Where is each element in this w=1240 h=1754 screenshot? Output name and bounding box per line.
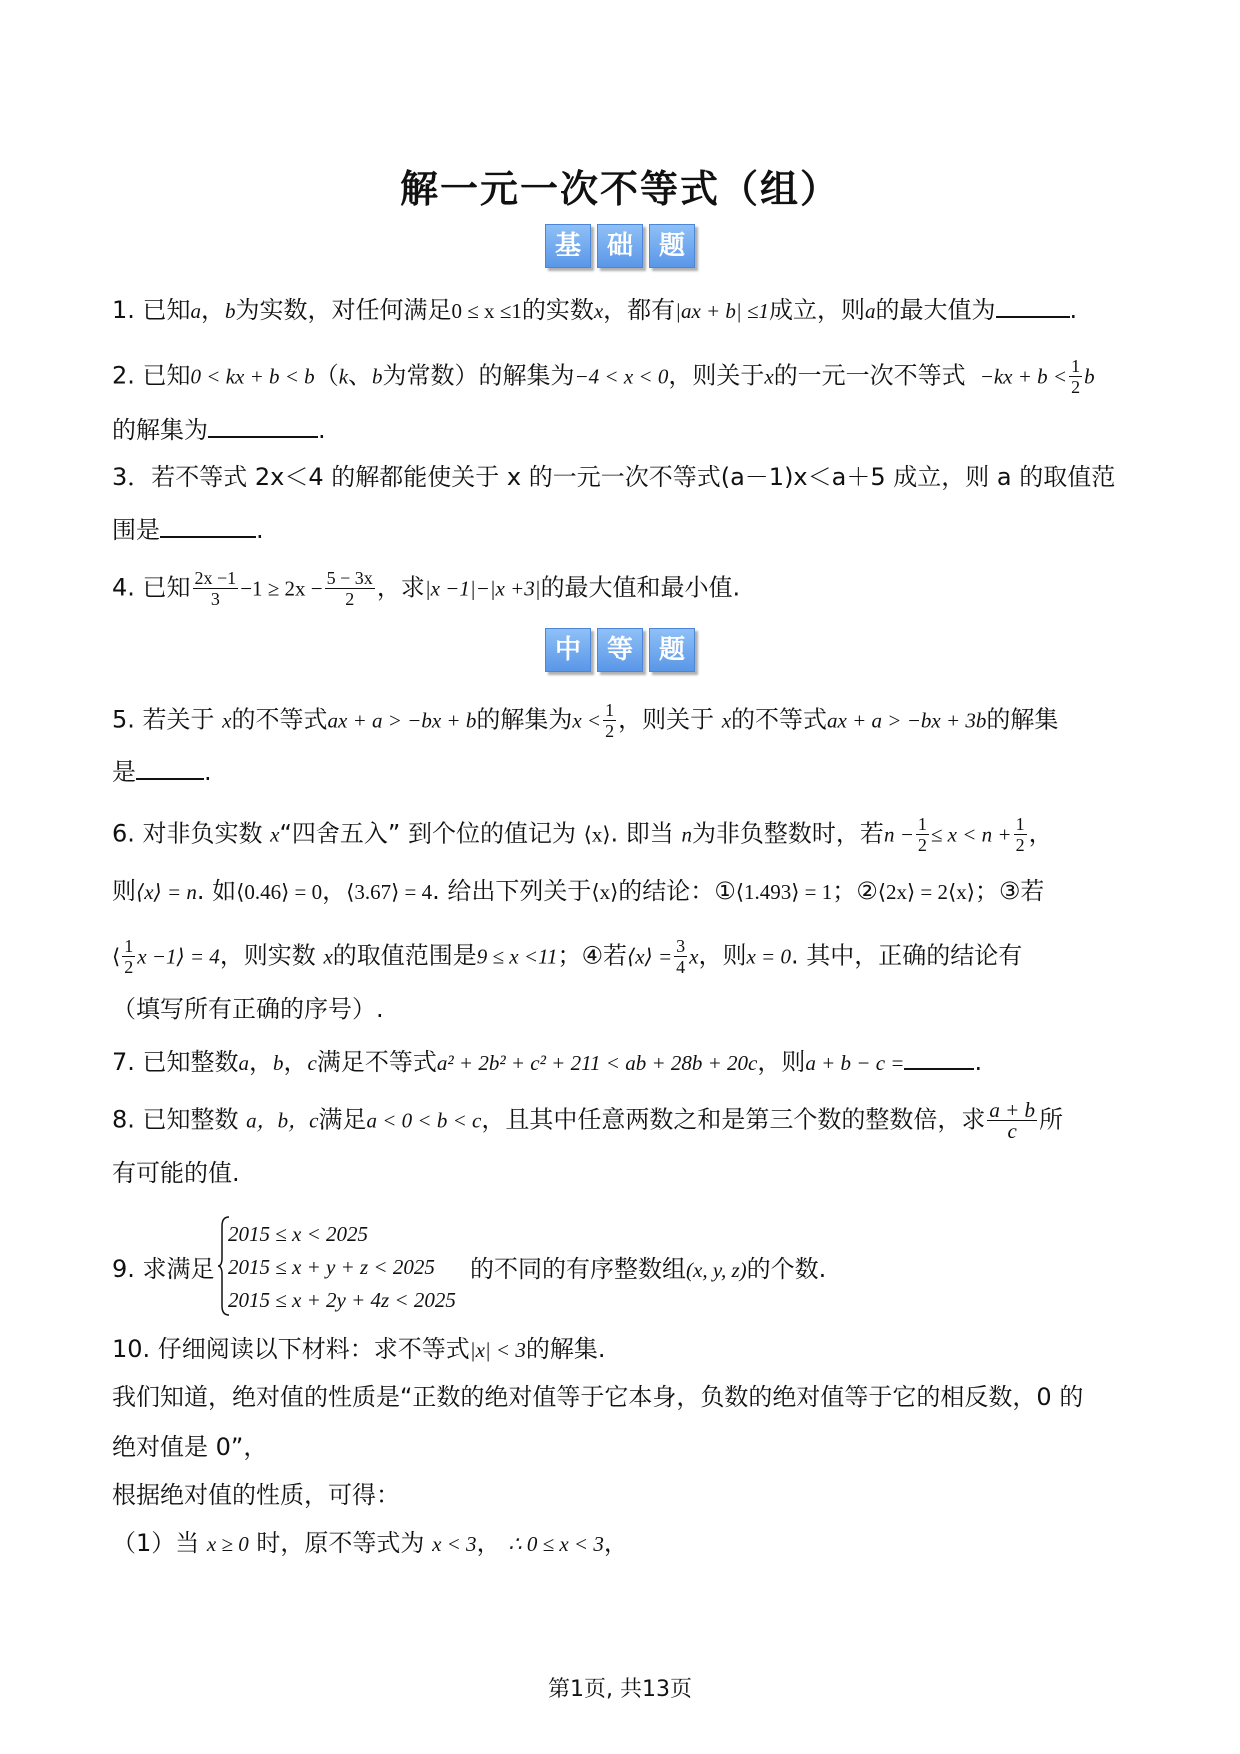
q6-text: ；② <box>832 877 878 905</box>
question-8-line-2 <box>112 1158 1132 1188</box>
question-10-paragraph-3 <box>112 1480 1132 1510</box>
denominator: 2 <box>917 835 927 855</box>
numerator: 2x −1 <box>194 568 237 588</box>
q1-math: |ax + b| ≤1 <box>675 299 769 323</box>
q1-math: a <box>865 299 876 323</box>
question-10-step-1 <box>112 1528 1132 1559</box>
q5-math: x <box>222 708 232 733</box>
q10-text: 10. 仔细阅读以下材料：求不等式 <box>112 1335 470 1363</box>
q10-text: 绝对值是 0”， <box>112 1433 268 1461</box>
system-row: 2015 ≤ x < 2025 <box>228 1222 369 1246</box>
fraction <box>674 936 687 977</box>
q7-text: ， <box>283 1048 308 1076</box>
q1-math: 0 ≤ x ≤1 <box>451 299 522 323</box>
q6-math: ⟨x⟩ <box>583 822 611 847</box>
q2-text: 为常数）的解集为 <box>382 361 575 390</box>
q5-text: 5. 若关于 <box>112 705 215 734</box>
q6-math: n − <box>883 822 914 847</box>
page-footer: 第1页, 共13页 <box>548 1677 692 1702</box>
fraction <box>987 1100 1037 1141</box>
q7-math: b <box>273 1051 284 1075</box>
q6-math: x <box>689 944 699 969</box>
q7-math: a <box>238 1051 250 1075</box>
q6-math: ⟨ <box>112 944 121 969</box>
q6-math: ⟨x⟩ <box>591 880 619 904</box>
question-6-line-3 <box>112 936 1132 977</box>
q8-text: 8. 已知整数 <box>112 1105 239 1134</box>
denominator: 2 <box>1015 835 1025 855</box>
fraction <box>603 700 616 741</box>
q2-text: ，则关于 <box>668 361 765 390</box>
fraction <box>1014 814 1027 855</box>
fraction <box>193 568 239 609</box>
q2-text: 、 <box>348 361 373 390</box>
q6-math: ≤ x < n + <box>930 822 1012 847</box>
q10-text: ， <box>603 1529 628 1557</box>
q1-math: b <box>225 299 236 323</box>
question-8 <box>112 1100 1132 1141</box>
q4-text: ，求 <box>376 573 425 602</box>
badge-char: 题 <box>649 628 695 672</box>
fraction <box>1069 356 1082 397</box>
q2-math: b <box>372 364 383 389</box>
q5-math: ax + a > −bx + 3b <box>827 708 987 733</box>
q10-text: 根据绝对值的性质，可得： <box>112 1481 400 1509</box>
denominator: c <box>1007 1119 1017 1143</box>
q6-math: x <box>323 944 333 969</box>
q3-text: 围是 <box>112 516 160 544</box>
q1-text: . <box>1069 296 1078 324</box>
q1-text: ，都有 <box>603 296 676 324</box>
question-10-paragraph-2 <box>112 1432 1132 1462</box>
q2-text: . <box>318 416 326 444</box>
inequality-system <box>228 1218 456 1317</box>
section-badge-basic <box>0 224 1240 268</box>
q6-math: ⟨1.493⟩ = 1 <box>735 880 833 904</box>
denominator: 2 <box>1071 377 1081 397</box>
fraction <box>325 568 375 609</box>
q8-text: 所 <box>1039 1105 1064 1134</box>
q3-text: . <box>256 516 264 544</box>
q1-text: 为实数，对任何满足 <box>235 296 452 324</box>
q10-math: ∴ 0 ≤ x < 3 <box>508 1532 604 1556</box>
q1-text: 的实数 <box>521 296 594 324</box>
q6-math: ⟨3.67⟩ = 4 <box>346 880 433 904</box>
badge-char: 题 <box>649 224 695 268</box>
q5-text: 的不等式 <box>731 705 828 734</box>
q5-math: x < <box>572 708 602 733</box>
q5-text: ，则关于 <box>618 705 715 734</box>
q6-text: ；④若 <box>557 941 628 970</box>
q6-text: “四舍五入” 到个位的值记为 <box>279 819 576 848</box>
q2-math: −4 < x < 0 <box>574 364 669 389</box>
q7-math: a + b − c = <box>805 1051 905 1075</box>
answer-blank[interactable] <box>904 1046 974 1070</box>
q6-text: （填写所有正确的序号）. <box>112 995 384 1023</box>
badge-char: 础 <box>597 224 643 268</box>
answer-blank[interactable] <box>160 514 256 538</box>
badge-char: 等 <box>597 628 643 672</box>
q6-text: . 即当 <box>610 819 674 848</box>
numerator: 3 <box>676 936 686 956</box>
q1-math: x <box>593 299 604 323</box>
numerator: 1 <box>1071 356 1081 376</box>
q5-math: ax + a > −bx + b <box>327 708 477 733</box>
q10-math: x ≥ 0 <box>206 1532 249 1556</box>
question-3 <box>112 462 1132 492</box>
q6-text: . 如 <box>196 877 237 905</box>
q6-math: ⟨x⟩ = n <box>136 880 197 904</box>
question-4 <box>112 568 1132 609</box>
q8-math: a < 0 < b < c <box>366 1108 482 1133</box>
q6-text: ，则 <box>698 941 747 970</box>
q6-math: ⟨2x⟩ = 2⟨x⟩ <box>877 880 975 904</box>
q9-text: 的个数. <box>746 1255 827 1283</box>
q8-math: a，b，c <box>246 1108 319 1133</box>
q7-math: a² + 2b² + c² + 211 < ab + 28b + 20c <box>436 1051 758 1075</box>
question-5-line-2 <box>112 756 1132 787</box>
q6-math: ⟨0.46⟩ = 0 <box>236 880 323 904</box>
question-10-paragraph-1 <box>112 1382 1132 1412</box>
q5-text: 是 <box>112 758 136 786</box>
q4-math: |x −1|−|x +3| <box>424 576 541 601</box>
denominator: 2 <box>345 589 355 609</box>
q4-math: −1 ≥ 2x − <box>240 576 323 601</box>
q6-text: 6. 对非负实数 <box>112 819 263 848</box>
q2-text: 的一元一次不等式 <box>773 361 966 390</box>
fraction <box>122 936 135 977</box>
q2-math: k <box>338 364 349 389</box>
q8-text: 有可能的值. <box>112 1159 240 1187</box>
q6-text: ，则实数 <box>219 941 316 970</box>
numerator: 1 <box>124 936 134 956</box>
q1-math: a <box>190 299 202 323</box>
q6-math: x −1⟩ = 4 <box>137 944 220 969</box>
q1-text: 1. 已知 <box>112 296 191 324</box>
q6-text: 的取值范围是 <box>332 941 477 970</box>
q6-math: n <box>681 822 692 847</box>
question-9-tail <box>470 1254 1110 1285</box>
q5-text: 的解集 <box>986 705 1059 734</box>
q6-text: ， <box>1028 819 1053 848</box>
denominator: 2 <box>124 957 134 977</box>
q2-text: 的解集为 <box>112 416 208 444</box>
q7-math: c <box>307 1051 317 1075</box>
q10-text: 我们知道，绝对值的性质是“正数的绝对值等于它本身，负数的绝对值等于它的相反数，0 的 <box>112 1383 1084 1411</box>
q10-text: ， <box>476 1529 501 1557</box>
question-10 <box>112 1334 1132 1365</box>
question-7 <box>112 1046 1132 1078</box>
q9-text: 9. 求满足 <box>112 1255 215 1283</box>
answer-blank[interactable] <box>996 294 1070 318</box>
q7-text: ，则 <box>757 1048 806 1076</box>
q2-math: b <box>1084 364 1095 389</box>
badge-char: 中 <box>545 628 591 672</box>
numerator: 1 <box>1015 814 1025 834</box>
q6-text: 的结论：① <box>618 877 736 905</box>
badge-char: 基 <box>545 224 591 268</box>
q4-text: 4. 已知 <box>112 573 191 602</box>
q6-math: 9 ≤ x <11 <box>476 944 558 969</box>
q6-text: 为非负整数时，若 <box>691 819 884 848</box>
q10-math: |x| < 3 <box>469 1338 526 1362</box>
q2-text: 2. 已知 <box>112 361 191 390</box>
q10-text: （1）当 <box>112 1529 200 1557</box>
question-5 <box>112 700 1132 741</box>
q6-math: ⟨x⟩ = <box>627 944 673 969</box>
q5-text: 的不等式 <box>231 705 328 734</box>
q8-text: 满足 <box>318 1105 367 1134</box>
q2-math: −kx + b < <box>979 364 1068 389</box>
q6-math: x <box>270 822 280 847</box>
numerator: a + b <box>989 1098 1036 1122</box>
q10-text: 时，原不等式为 <box>256 1529 425 1557</box>
q6-text: ， <box>322 877 347 905</box>
denominator: 2 <box>605 721 615 741</box>
numerator: 1 <box>917 814 927 834</box>
q4-text: 的最大值和最小值. <box>540 573 741 602</box>
answer-blank[interactable] <box>208 414 318 438</box>
q7-text: ， <box>249 1048 274 1076</box>
q7-text: . <box>974 1048 983 1076</box>
system-row: 2015 ≤ x + y + z < 2025 <box>228 1255 435 1279</box>
q9-math: (x, y, z) <box>686 1258 747 1282</box>
q1-text: 成立，则 <box>769 296 865 324</box>
q5-text: . <box>204 758 212 786</box>
question-6 <box>112 814 1132 855</box>
page-title: 解一元一次不等式（组） <box>399 166 840 211</box>
q6-math: x = 0 <box>746 944 791 969</box>
q5-math: x <box>721 708 732 733</box>
numerator: 5 − 3x <box>326 568 373 588</box>
q6-text: ；③若 <box>974 877 1045 905</box>
q7-text: 满足不等式 <box>316 1048 437 1076</box>
q10-math: x < 3 <box>432 1532 477 1556</box>
fraction <box>916 814 929 855</box>
question-1 <box>112 294 1132 326</box>
q2-math: x <box>764 364 774 389</box>
denominator: 3 <box>210 589 220 609</box>
q7-text: 7. 已知整数 <box>112 1048 239 1076</box>
question-6-line-4 <box>112 994 1132 1024</box>
q2-math: 0 < kx + b < b <box>190 364 315 389</box>
section-badge-medium <box>0 628 1240 672</box>
denominator: 4 <box>676 957 686 977</box>
q6-text: . 其中，正确的结论有 <box>790 941 1023 970</box>
q10-text: 的解集. <box>525 1335 606 1363</box>
q6-text: 则 <box>112 877 136 905</box>
numerator: 1 <box>605 700 615 720</box>
q8-text: ，且其中任意两数之和是第三个数的整数倍，求 <box>481 1105 986 1134</box>
question-2-line-2 <box>112 414 1132 445</box>
question-2 <box>112 356 1132 397</box>
q3-text: 3．若不等式 2x＜4 的解都能使关于 x 的一元一次不等式(a－1)x＜a＋5 成立，则 a 的取值范 <box>112 463 1116 491</box>
q6-text: . 给出下列关于 <box>432 877 592 905</box>
q2-text: （ <box>314 361 339 390</box>
question-6-line-2 <box>112 876 1132 907</box>
q1-text: ， <box>201 296 226 324</box>
answer-blank[interactable] <box>136 756 204 780</box>
question-3-line-2 <box>112 514 1132 545</box>
q9-text: 的不同的有序整数组 <box>470 1255 686 1283</box>
q5-text: 的解集为 <box>476 705 573 734</box>
system-row: 2015 ≤ x + 2y + 4z < 2025 <box>228 1288 456 1312</box>
q1-text: 的最大值为 <box>875 296 996 324</box>
